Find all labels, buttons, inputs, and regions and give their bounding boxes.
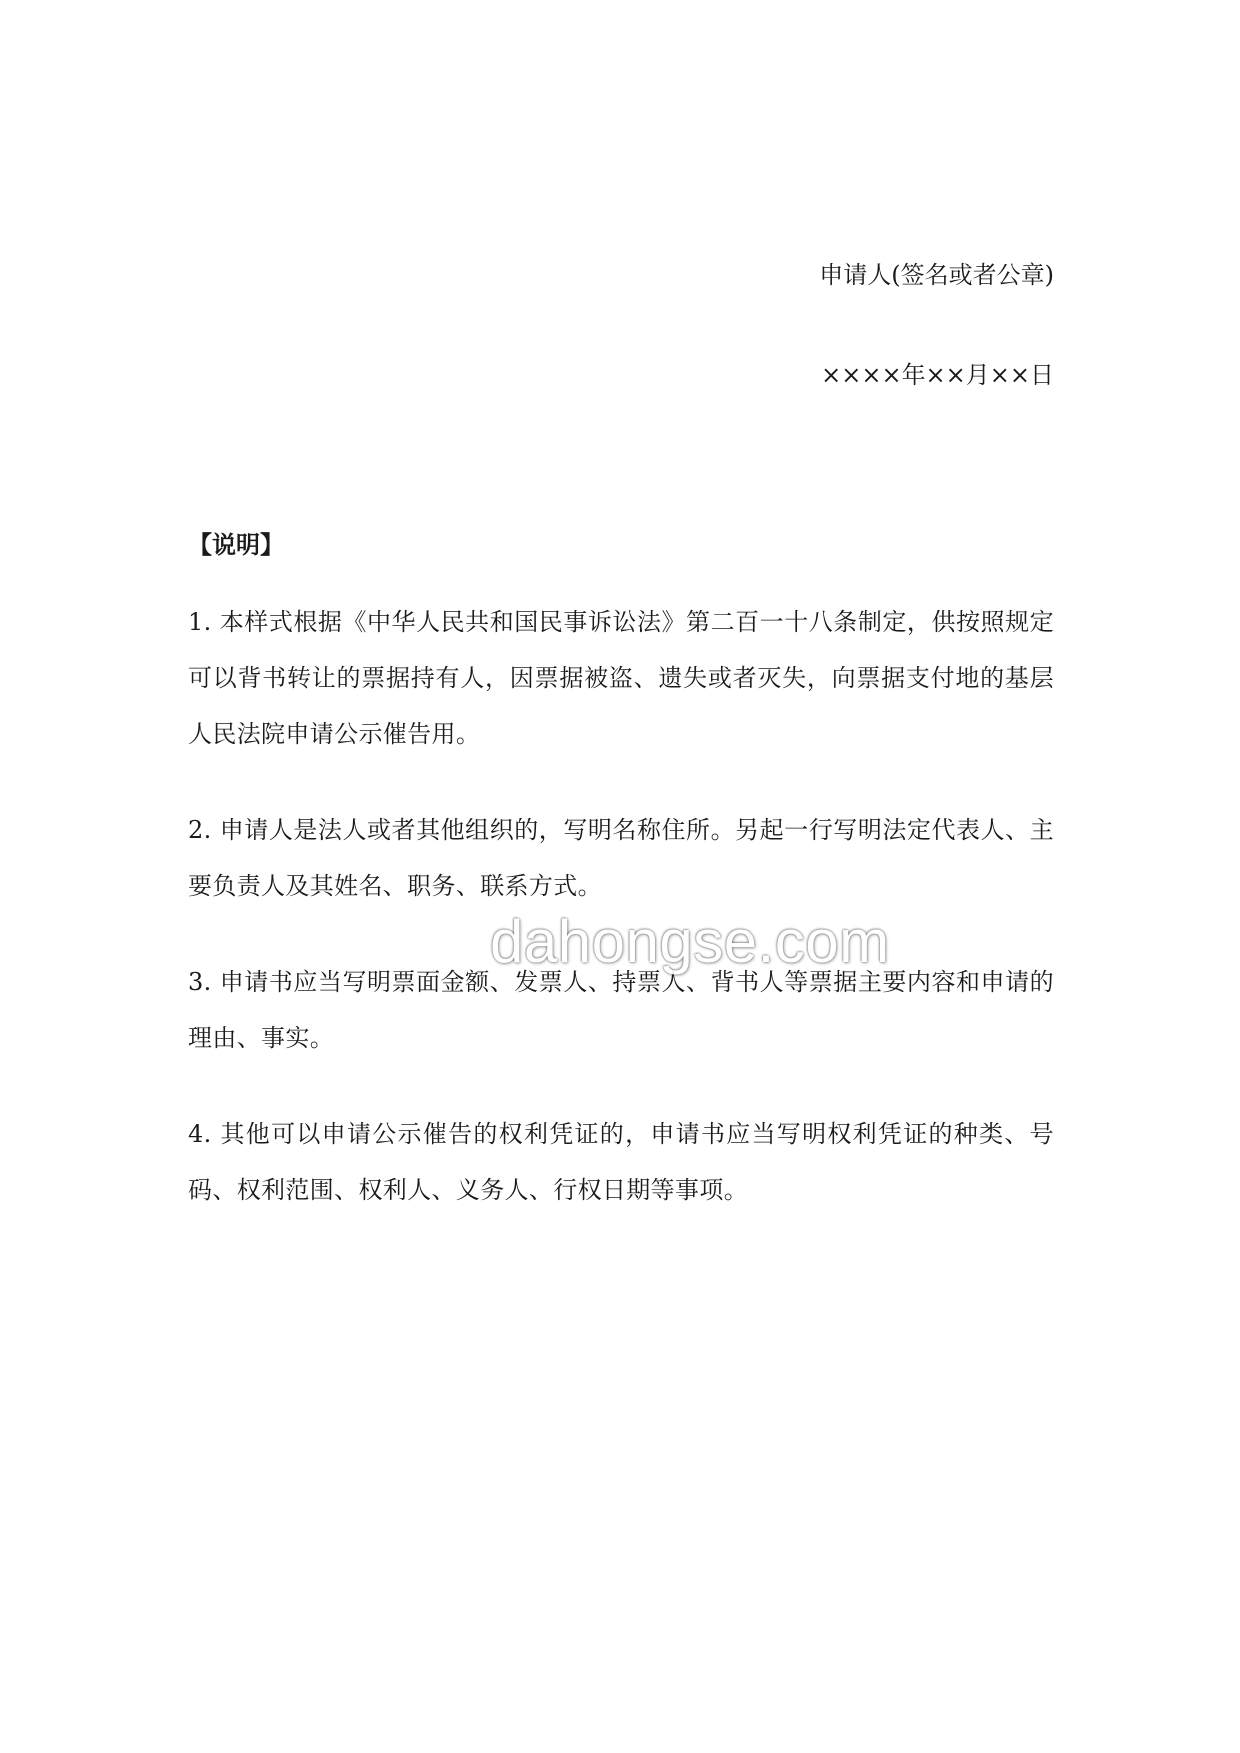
note-item-3: 3. 申请书应当写明票面金额、发票人、持票人、背书人等票据主要内容和申请的理由、事实。 [188,968,1054,1052]
note-item-4: 4. 其他可以申请公示催告的权利凭证的，申请书应当写明权利凭证的种类、号码、权利范围、权利人、义务人、行权日期等事项。 [188,1120,1054,1204]
applicant-signature-label: 申请人(签名或者公章) [819,261,1054,289]
signature-block [819,258,1054,392]
watermark-text: dahongse.com [490,908,890,975]
notes-heading: 【说明】 [188,530,284,559]
note-item-2: 2. 申请人是法人或者其他组织的，写明名称住所。另起一行写明法定代表人、主要负责人及其姓名、职务、联系方式。 [188,816,1054,900]
date-placeholder: ××××年××月××日 [821,361,1054,389]
notes-section [188,528,1054,1218]
note-item-1: 1. 本样式根据《中华人民共和国民事诉讼法》第二百一十八条制定，供按照规定可以背书转让的票据持有人，因票据被盗、遗失或者灭失，向票据支付地的基层人民法院申请公示催告用。 [188,608,1054,748]
